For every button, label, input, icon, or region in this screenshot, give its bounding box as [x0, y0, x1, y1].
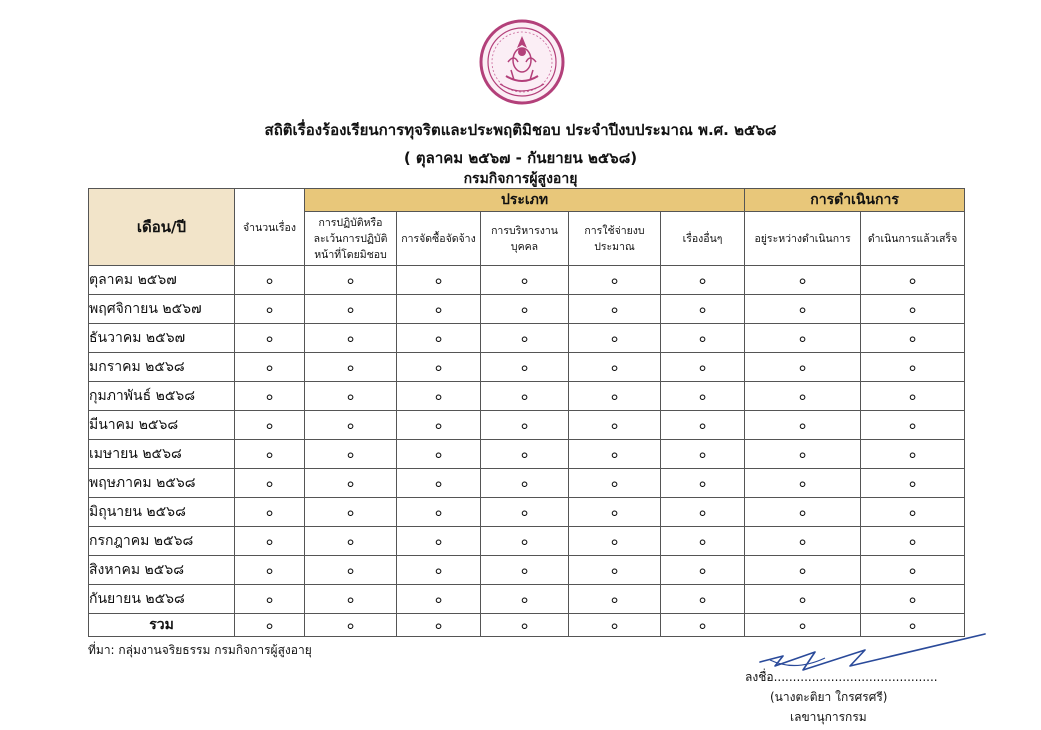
value-cell: ๐ — [661, 469, 745, 498]
table-row — [89, 266, 965, 295]
value-cell: ๐ — [397, 556, 481, 585]
value-cell: ๐ — [235, 440, 305, 469]
value-cell: ๐ — [861, 585, 965, 614]
value-cell: ๐ — [569, 498, 661, 527]
value-cell: ๐ — [569, 556, 661, 585]
count-column-header: จำนวนเรื่อง — [235, 189, 305, 266]
value-cell: ๐ — [235, 382, 305, 411]
value-cell: ๐ — [481, 353, 569, 382]
value-cell: ๐ — [481, 469, 569, 498]
value-cell: ๐ — [661, 411, 745, 440]
value-cell: ๐ — [481, 556, 569, 585]
value-cell: ๐ — [397, 498, 481, 527]
value-cell: ๐ — [661, 324, 745, 353]
month-cell: พฤษภาคม ๒๕๖๘ — [89, 469, 235, 498]
value-cell: ๐ — [745, 585, 861, 614]
value-cell: ๐ — [661, 527, 745, 556]
value-cell: ๐ — [745, 266, 861, 295]
document-period: ( ตุลาคม ๒๕๖๗ - กันยายน ๒๕๖๘) — [403, 149, 638, 167]
value-cell: ๐ — [861, 556, 965, 585]
action-column-header: อยู่ระหว่างดำเนินการ — [745, 212, 861, 266]
month-cell: สิงหาคม ๒๕๖๘ — [89, 556, 235, 585]
value-cell: ๐ — [661, 353, 745, 382]
total-value-cell: ๐ — [569, 614, 661, 637]
value-cell: ๐ — [745, 411, 861, 440]
value-cell: ๐ — [305, 469, 397, 498]
value-cell: ๐ — [481, 266, 569, 295]
value-cell: ๐ — [861, 440, 965, 469]
table-row — [89, 382, 965, 411]
total-value-cell: ๐ — [661, 614, 745, 637]
value-cell: ๐ — [569, 469, 661, 498]
value-cell: ๐ — [305, 556, 397, 585]
value-cell: ๐ — [745, 295, 861, 324]
value-cell: ๐ — [305, 266, 397, 295]
value-cell: ๐ — [397, 324, 481, 353]
type-column-header: การปฏิบัติหรือละเว้นการปฏิบัติหน้าที่โดยมิชอบ — [305, 212, 397, 266]
total-value-cell: ๐ — [745, 614, 861, 637]
signature-line: ลงชื่อ........................................... — [745, 670, 938, 684]
value-cell: ๐ — [861, 498, 965, 527]
value-cell: ๐ — [397, 527, 481, 556]
statistics-table — [88, 188, 965, 637]
table-row — [89, 324, 965, 353]
value-cell: ๐ — [481, 498, 569, 527]
table-row — [89, 527, 965, 556]
month-cell: มีนาคม ๒๕๖๘ — [89, 411, 235, 440]
value-cell: ๐ — [235, 498, 305, 527]
value-cell: ๐ — [745, 324, 861, 353]
type-column-header: การบริหารงานบุคคล — [481, 212, 569, 266]
value-cell: ๐ — [397, 266, 481, 295]
value-cell: ๐ — [569, 295, 661, 324]
table-row — [89, 585, 965, 614]
value-cell: ๐ — [569, 382, 661, 411]
table-body — [89, 266, 965, 637]
value-cell: ๐ — [861, 295, 965, 324]
value-cell: ๐ — [305, 382, 397, 411]
type-column-header: การจัดซื้อจัดจ้าง — [397, 212, 481, 266]
value-cell: ๐ — [861, 353, 965, 382]
value-cell: ๐ — [861, 527, 965, 556]
document-department: กรมกิจการผู้สูงอายุ — [463, 171, 578, 187]
value-cell: ๐ — [661, 556, 745, 585]
value-cell: ๐ — [745, 353, 861, 382]
total-value-cell: ๐ — [481, 614, 569, 637]
value-cell: ๐ — [305, 440, 397, 469]
value-cell: ๐ — [745, 556, 861, 585]
table-row — [89, 469, 965, 498]
value-cell: ๐ — [745, 440, 861, 469]
table-row — [89, 411, 965, 440]
signer-position: เลขานุการกรม — [790, 710, 867, 724]
value-cell: ๐ — [569, 353, 661, 382]
month-cell: พฤศจิกายน ๒๕๖๗ — [89, 295, 235, 324]
value-cell: ๐ — [235, 411, 305, 440]
value-cell: ๐ — [745, 527, 861, 556]
total-value-cell: ๐ — [397, 614, 481, 637]
value-cell: ๐ — [481, 585, 569, 614]
table-row — [89, 498, 965, 527]
month-cell: กุมภาพันธ์ ๒๕๖๘ — [89, 382, 235, 411]
value-cell: ๐ — [861, 324, 965, 353]
value-cell: ๐ — [305, 585, 397, 614]
value-cell: ๐ — [481, 382, 569, 411]
value-cell: ๐ — [481, 324, 569, 353]
value-cell: ๐ — [305, 527, 397, 556]
value-cell: ๐ — [235, 353, 305, 382]
value-cell: ๐ — [235, 469, 305, 498]
table-row — [89, 556, 965, 585]
value-cell: ๐ — [861, 411, 965, 440]
value-cell: ๐ — [397, 382, 481, 411]
action-column-header: ดำเนินการแล้วเสร็จ — [861, 212, 965, 266]
value-cell: ๐ — [305, 295, 397, 324]
action-group-header: การดำเนินการ — [745, 189, 965, 212]
month-column-header: เดือน/ปี — [89, 189, 235, 266]
value-cell: ๐ — [235, 527, 305, 556]
value-cell: ๐ — [397, 353, 481, 382]
value-cell: ๐ — [397, 440, 481, 469]
value-cell: ๐ — [569, 585, 661, 614]
value-cell: ๐ — [397, 469, 481, 498]
value-cell: ๐ — [481, 411, 569, 440]
value-cell: ๐ — [745, 382, 861, 411]
value-cell: ๐ — [235, 556, 305, 585]
value-cell: ๐ — [745, 498, 861, 527]
value-cell: ๐ — [235, 295, 305, 324]
month-cell: เมษายน ๒๕๖๘ — [89, 440, 235, 469]
value-cell: ๐ — [661, 585, 745, 614]
value-cell: ๐ — [569, 527, 661, 556]
value-cell: ๐ — [861, 469, 965, 498]
type-group-header: ประเภท — [305, 189, 745, 212]
value-cell: ๐ — [569, 324, 661, 353]
value-cell: ๐ — [661, 382, 745, 411]
total-label: รวม — [89, 614, 235, 637]
value-cell: ๐ — [397, 295, 481, 324]
month-cell: มิถุนายน ๒๕๖๘ — [89, 498, 235, 527]
value-cell: ๐ — [235, 585, 305, 614]
value-cell: ๐ — [481, 527, 569, 556]
total-value-cell: ๐ — [235, 614, 305, 637]
value-cell: ๐ — [305, 411, 397, 440]
table-row — [89, 440, 965, 469]
table-row — [89, 295, 965, 324]
month-cell: ตุลาคม ๒๕๖๗ — [89, 266, 235, 295]
value-cell: ๐ — [661, 440, 745, 469]
value-cell: ๐ — [569, 440, 661, 469]
month-cell: กันยายน ๒๕๖๘ — [89, 585, 235, 614]
value-cell: ๐ — [481, 295, 569, 324]
value-cell: ๐ — [305, 353, 397, 382]
value-cell: ๐ — [661, 498, 745, 527]
value-cell: ๐ — [397, 411, 481, 440]
month-cell: ธันวาคม ๒๕๖๗ — [89, 324, 235, 353]
value-cell: ๐ — [235, 266, 305, 295]
value-cell: ๐ — [569, 411, 661, 440]
month-cell: กรกฎาคม ๒๕๖๘ — [89, 527, 235, 556]
value-cell: ๐ — [305, 324, 397, 353]
value-cell: ๐ — [861, 382, 965, 411]
value-cell: ๐ — [661, 295, 745, 324]
type-column-header: เรื่องอื่นๆ — [661, 212, 745, 266]
value-cell: ๐ — [661, 266, 745, 295]
value-cell: ๐ — [235, 324, 305, 353]
source-note: ที่มา: กลุ่มงานจริยธรรม กรมกิจการผู้สูงอายุ — [88, 643, 312, 657]
value-cell: ๐ — [569, 266, 661, 295]
value-cell: ๐ — [397, 585, 481, 614]
type-column-header: การใช้จ่ายงบประมาณ — [569, 212, 661, 266]
value-cell: ๐ — [481, 440, 569, 469]
department-seal-icon — [478, 18, 566, 106]
table-row — [89, 353, 965, 382]
total-value-cell: ๐ — [861, 614, 965, 637]
signer-name: (นางตะติยา ใกรศรศรี) — [770, 690, 888, 704]
month-cell: มกราคม ๒๕๖๘ — [89, 353, 235, 382]
document-title: สถิติเรื่องร้องเรียนการทุจริตและประพฤติมิชอบ ประจำปีงบประมาณ พ.ศ. ๒๕๖๘ — [264, 121, 777, 139]
value-cell: ๐ — [861, 266, 965, 295]
total-value-cell: ๐ — [305, 614, 397, 637]
value-cell: ๐ — [745, 469, 861, 498]
value-cell: ๐ — [305, 498, 397, 527]
